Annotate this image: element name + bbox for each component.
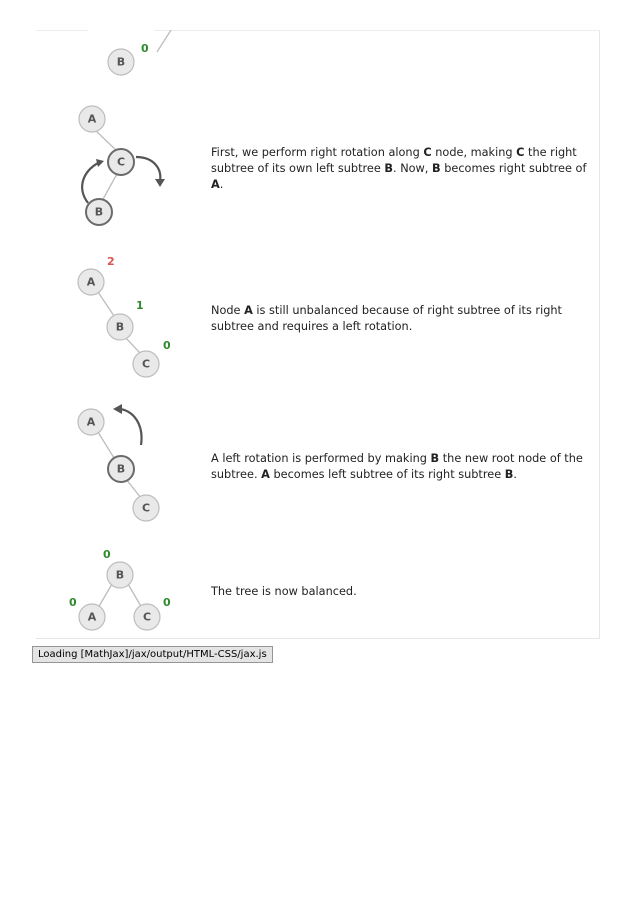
- svg-text:B: B: [115, 320, 125, 334]
- tree-row-left-rotation: [36, 395, 600, 530]
- balance-factor-b: 0: [103, 548, 111, 561]
- tree-node-c: [134, 604, 160, 630]
- tree-node-c: [133, 495, 159, 521]
- tree-row-balanced: [36, 540, 600, 635]
- tree-node-b: [107, 562, 133, 588]
- step-description: First, we perform right rotation along C node, making C the right subtree of its own left subtree B. Now, B becomes right subtree of A.: [211, 146, 587, 191]
- svg-text:A: A: [86, 415, 96, 429]
- rotation-arrow-icon: [120, 409, 142, 445]
- tree-node-a: [78, 269, 104, 295]
- tree-node-a: [78, 409, 104, 435]
- balance-factor-a: 2: [107, 255, 115, 268]
- mathjax-status-bar: Loading [MathJax]/jax/output/HTML-CSS/jax.js: [32, 646, 273, 663]
- svg-text:C: C: [141, 501, 151, 515]
- tree-diagram-fragment: [46, 0, 206, 80]
- tree-node-b: [108, 456, 134, 482]
- rotation-arrow-left-icon: [82, 163, 98, 203]
- tree-node-b: [108, 49, 134, 75]
- tree-node-c: [133, 351, 159, 377]
- svg-text:C: C: [142, 610, 152, 624]
- tree-diagram-unbalanced: [46, 250, 206, 385]
- balance-factor-c: 0: [163, 339, 171, 352]
- step-description: A left rotation is performed by making B the new root node of the subtree. A becomes left subtree of its right subtree B.: [211, 452, 583, 481]
- tree-row-top: [36, 0, 600, 80]
- tree-edge: [157, 30, 171, 52]
- svg-text:B: B: [116, 462, 126, 476]
- svg-text:C: C: [141, 357, 151, 371]
- svg-text:A: A: [87, 112, 97, 126]
- tree-node-b: [107, 314, 133, 340]
- tree-row-right-rotation: [36, 95, 600, 235]
- svg-text:A: A: [87, 610, 97, 624]
- rotation-arrow-right-icon: [136, 157, 160, 181]
- svg-text:B: B: [115, 568, 125, 582]
- tree-diagram-balanced: [46, 540, 206, 635]
- tree-node-a: [79, 106, 105, 132]
- balance-factor-b: 0: [141, 42, 149, 55]
- tree-row-still-unbalanced: [36, 250, 600, 385]
- tree-node-a: [79, 604, 105, 630]
- balance-factor-c: 0: [163, 596, 171, 609]
- step-description: The tree is now balanced.: [211, 585, 357, 598]
- balance-factor-a: 0: [69, 596, 77, 609]
- tree-diagram-right-rotation: [46, 95, 206, 235]
- tree-node-c: [108, 149, 134, 175]
- svg-text:A: A: [86, 275, 96, 289]
- tree-node-b: [86, 199, 112, 225]
- svg-text:B: B: [116, 55, 126, 69]
- svg-text:B: B: [94, 205, 104, 219]
- balance-factor-b: 1: [136, 299, 144, 312]
- svg-text:C: C: [116, 155, 126, 169]
- step-description: Node A is still unbalanced because of right subtree of its right subtree and requires a left rotation.: [211, 304, 562, 333]
- tree-diagram-left-rotation: [46, 395, 206, 530]
